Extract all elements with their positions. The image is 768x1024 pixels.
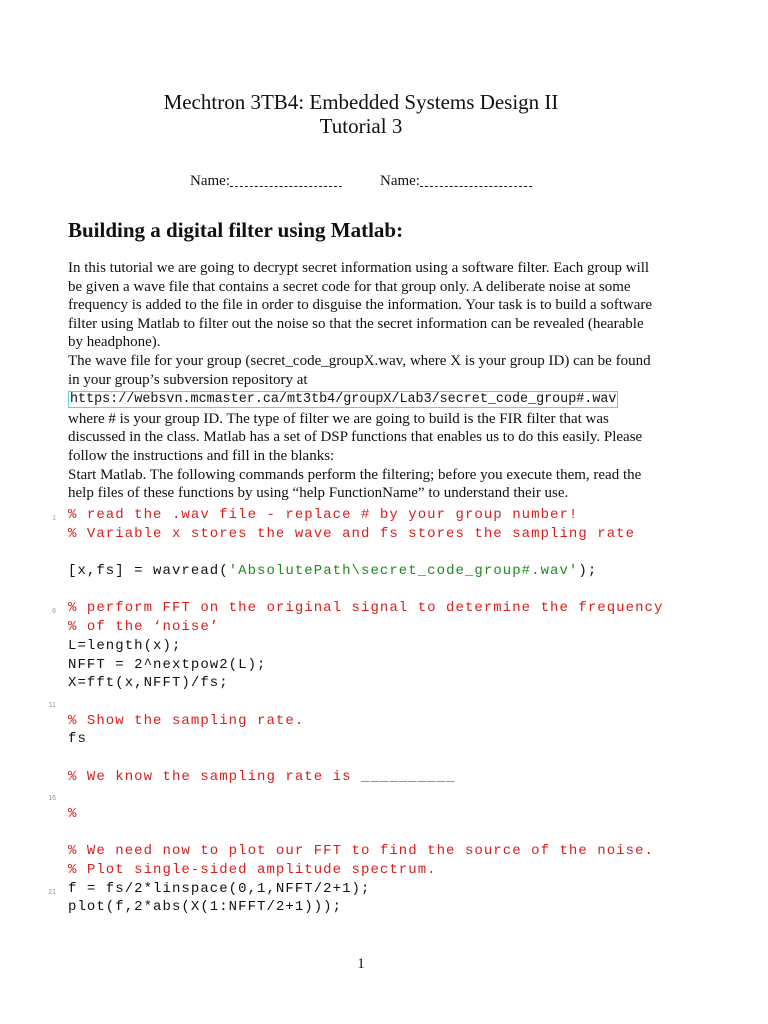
code-comment: % Show the sampling rate.: [68, 712, 305, 729]
line-number: 1: [52, 515, 56, 522]
intro-paragraph: In this tutorial we are going to decrypt secret information using a software filter. Each group will be given a wave file that contains a secret code for that group only. A deliberate noise at some frequency is added to the file in order to disguise the information. Your task is to build a software filter using Matlab to filter out the noise so that the secret information can be revealed (hearable by headphone).: [68, 260, 653, 351]
code-line: [34, 674, 734, 693]
code-statement: L=length(x);: [68, 637, 182, 654]
code-line: [34, 805, 734, 824]
code-line-empty: [34, 581, 734, 600]
code-comment: % Plot single-sided amplitude spectrum.: [68, 862, 437, 879]
code-statement: fs: [68, 731, 87, 748]
code-line: [34, 861, 734, 880]
code-line: [34, 599, 734, 618]
code-line: [34, 618, 734, 637]
code-listing: [34, 506, 734, 917]
code-comment: % perform FFT on the original signal to determine the frequency: [68, 600, 664, 617]
code-line: [34, 880, 734, 899]
body-text: [68, 259, 658, 503]
code-line: [34, 730, 734, 749]
code-comment: % We need now to plot our FFT to find the source of the noise.: [68, 843, 654, 860]
code-statement: f = fs/2*linspace(0,1,NFFT/2+1);: [68, 880, 371, 897]
code-statement: plot(f,2*abs(X(1:NFFT/2+1)));: [68, 899, 343, 916]
code-statement: [x,fs] = wavread(: [68, 563, 229, 580]
code-comment: % We know the sampling rate is __________: [68, 768, 456, 785]
name-blank-2: [420, 174, 532, 187]
page-number: 1: [357, 956, 365, 972]
code-comment: % Variable x stores the wave and fs stores the sampling rate: [68, 525, 636, 542]
repository-link-line: [68, 389, 658, 410]
code-line: [34, 768, 734, 787]
code-line-empty: [34, 749, 734, 768]
code-statement: X=fft(x,NFFT)/fs;: [68, 675, 229, 692]
wave-file-paragraph: The wave file for your group (secret_code_groupX.wav, where X is your group ID) can be found in your group’s subversion repository at: [68, 352, 651, 388]
code-line-empty: [34, 786, 734, 805]
code-comment: % read the .wav file - replace # by your group number!: [68, 507, 579, 523]
title-line-1: Mechtron 3TB4: Embedded Systems Design II: [163, 90, 559, 114]
line-number: 21: [48, 888, 56, 896]
code-line-empty: [34, 543, 734, 562]
code-line: [34, 525, 734, 544]
code-comment: % of the ‘noise’: [68, 619, 220, 636]
name-fields: [190, 172, 532, 190]
title-line-2: Tutorial 3: [319, 114, 403, 138]
name-label-1: Name:: [190, 173, 230, 189]
document-title: [0, 90, 722, 138]
code-line: [34, 562, 734, 581]
code-line: [34, 842, 734, 861]
repository-link[interactable]: https://websvn.mcmaster.ca/mt3tb4/groupX/Lab3/secret_code_group#.wav: [70, 392, 617, 408]
code-statement: );: [578, 563, 598, 580]
group-id-paragraph: where # is your group ID. The type of filter we are going to build is the FIR filter that was discussed in the class. Matlab has a set of DSP functions that enables us to do this easily. Please follow the instructions and fill in the blanks:: [68, 410, 643, 464]
name-label-2: Name:: [379, 173, 420, 189]
code-line: [34, 712, 734, 731]
code-line: [34, 637, 734, 656]
code-line: [34, 898, 734, 917]
code-line: [34, 656, 734, 675]
code-line: [34, 506, 734, 525]
line-number: 11: [48, 701, 56, 709]
code-statement: NFFT = 2^nextpow2(L);: [68, 656, 267, 673]
line-number: 16: [48, 795, 56, 803]
code-line-empty: [34, 693, 734, 712]
name-blank-1: [230, 174, 342, 187]
code-comment: %: [68, 806, 78, 822]
line-number: 6: [52, 608, 56, 616]
code-string: 'AbsolutePath\secret_code_group#.wav': [228, 563, 579, 580]
section-heading: Building a digital filter using Matlab:: [68, 218, 404, 242]
code-line-empty: [34, 824, 734, 843]
start-matlab-paragraph: Start Matlab. The following commands perform the filtering; before you execute them, read the help files of these functions by using “help FunctionName” to understand their use.: [68, 466, 642, 502]
